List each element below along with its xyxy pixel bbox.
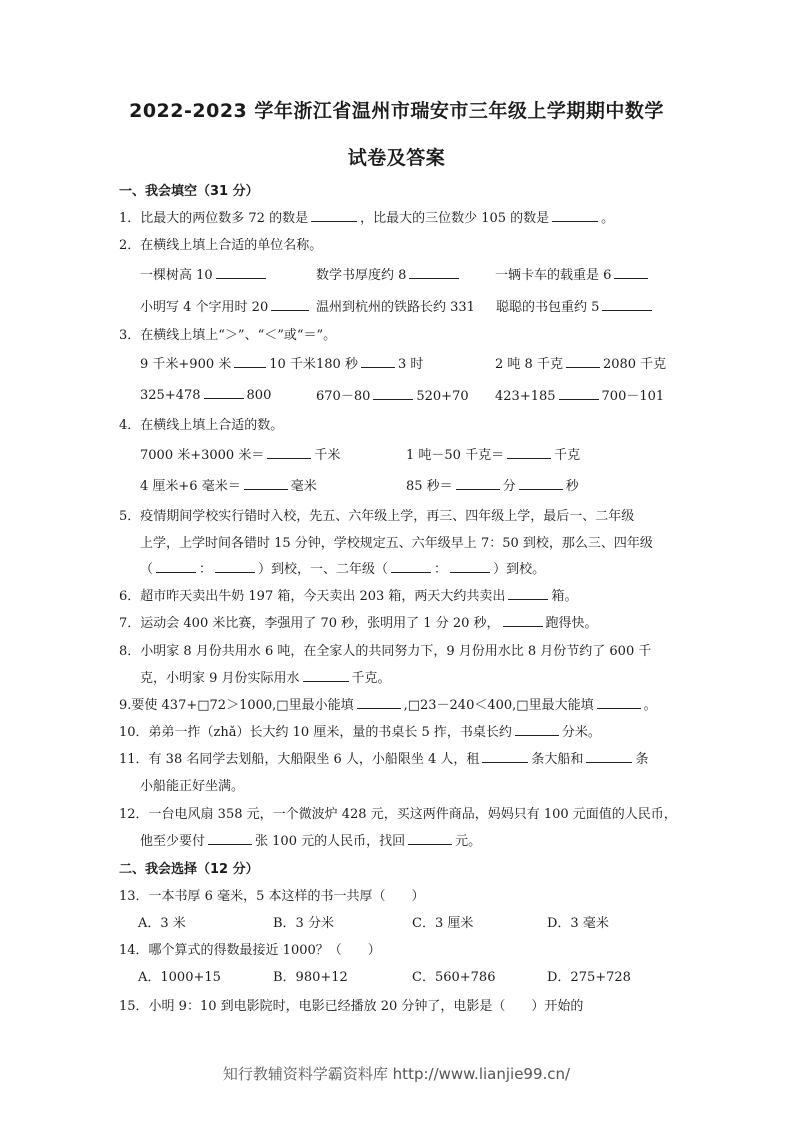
option-a[interactable]: A．1000+15 (138, 970, 221, 985)
question-2-item: 聪聪的书包重约 5 (496, 296, 655, 315)
answer-blank[interactable] (357, 695, 401, 709)
answer-blank[interactable] (597, 695, 641, 709)
question-13: 13．一本书厚 6 毫米，5 本这样的书一共厚（ ） (119, 889, 425, 904)
question-12-line-2: 他至少要付 张 100 元的人民币，找回 元。 (140, 830, 481, 849)
question-2-item: 一辆卡车的载重是 6 (495, 264, 651, 283)
answer-blank[interactable] (244, 476, 288, 490)
fill-item: 7000 米+3000 米＝ 千米 (140, 444, 340, 463)
answer-blank[interactable] (311, 208, 357, 222)
question-5-line-1: 5．疫情期间学校实行错时入校，先五、六年级上学，再三、四年级上学，最后一、二年级 (119, 509, 635, 524)
fill-item: 1 吨－50 千克＝ 千克 (406, 444, 580, 463)
answer-blank[interactable] (450, 559, 490, 573)
answer-blank[interactable] (602, 297, 652, 311)
question-2-item: 数学书厚度约 8 (316, 264, 462, 283)
answer-blank[interactable] (408, 831, 452, 845)
section-2-heading: 二、我会选择（12 分） (119, 862, 259, 877)
question-8-line-2: 克，小明家 9 月份实际用水 千克。 (140, 667, 391, 686)
question-5-line-3: （ ： ）到校，一、二年级（ ： ）到校。 (140, 558, 545, 577)
answer-blank[interactable] (482, 749, 528, 763)
answer-blank[interactable] (215, 559, 255, 573)
answer-blank[interactable] (234, 354, 266, 368)
question-2: 2．在横线上填上合适的单位名称。 (119, 238, 323, 253)
answer-blank[interactable] (204, 385, 244, 399)
answer-blank[interactable] (515, 722, 559, 736)
answer-blank[interactable] (361, 354, 395, 368)
question-11-line-2: 小船能正好坐满。 (140, 779, 245, 794)
question-2-item: 一棵树高 10 (140, 264, 269, 283)
question-1: 1．比最大的两位数多 72 的数是 ，比最大的三位数少 105 的数是 。 (119, 207, 614, 226)
question-6: 6．超市昨天卖出牛奶 197 箱，今天卖出 203 箱，两天大约共卖出 箱。 (119, 585, 577, 604)
answer-blank[interactable] (156, 559, 196, 573)
answer-blank[interactable] (216, 265, 266, 279)
answer-blank[interactable] (566, 354, 600, 368)
answer-blank[interactable] (507, 445, 551, 459)
title-line-2: 试卷及答案 (347, 147, 446, 169)
question-15: 15．小明 9：10 到电影院时，电影已经播放 20 分钟了，电影是（ ）开始的 (119, 999, 584, 1014)
fill-item: 85 秒＝ 分 秒 (406, 475, 579, 494)
question-14: 14．哪个算式的得数最接近 1000？（ ） (119, 943, 381, 958)
fill-item: 4 厘米+6 毫米＝ 毫米 (140, 475, 317, 494)
option-b[interactable]: B．980+12 (273, 970, 348, 985)
question-12-line-1: 12．一台电风扇 358 元，一个微波炉 428 元，买这两件商品，妈妈只有 100 元面值的人民币， (119, 807, 677, 822)
answer-blank[interactable] (373, 386, 413, 400)
footer-watermark: 知行教辅资料学霸资料库 http://www.lianjie99.cn/ (222, 1065, 571, 1083)
option-d[interactable]: D．275+728 (547, 970, 631, 985)
answer-blank[interactable] (559, 386, 599, 400)
option-c[interactable]: C．3 厘米 (412, 916, 474, 931)
question-2-item: 小明写 4 个字用时 20 (140, 296, 312, 315)
answer-blank[interactable] (586, 749, 632, 763)
compare-item: 2 吨 8 千克 2080 千克 (495, 353, 666, 372)
question-4: 4．在横线上填上合适的数。 (119, 418, 284, 433)
option-c[interactable]: C．560+786 (412, 970, 496, 985)
answer-blank[interactable] (267, 445, 311, 459)
question-2-item: 温州到杭州的铁路长约 331 (316, 300, 475, 315)
answer-blank[interactable] (271, 297, 309, 311)
compare-item: 325+478 800 (140, 385, 271, 403)
question-11-line-1: 11．有 38 名同学去划船，大船限坐 6 人，小船限坐 4 人，租 条大船和 条 (119, 748, 648, 767)
answer-blank[interactable] (208, 831, 252, 845)
answer-blank[interactable] (303, 668, 349, 682)
question-5-line-2: 上学，上学时间各错时 15 分钟，学校规定五、六年级早上 7：50 到校，那么三、四年级 (140, 536, 653, 551)
answer-blank[interactable] (503, 613, 543, 627)
compare-item: 423+185 700－101 (495, 385, 664, 404)
question-8-line-1: 8．小明家 8 月份共用水 6 吨，在全家人的共同努力下，9 月份用水比 8 月份节约了 600 千 (119, 644, 652, 659)
compare-item: 180 秒 3 时 (316, 353, 423, 372)
option-d[interactable]: D．3 毫米 (547, 916, 609, 931)
question-9: 9.要使 437+□72＞1000,□里最小能填 ,□23－240＜400,□里最大能填 。 (119, 694, 657, 713)
answer-blank[interactable] (456, 476, 500, 490)
compare-item: 9 千米+900 米 10 千米 (140, 353, 316, 372)
answer-blank[interactable] (552, 208, 598, 222)
answer-blank[interactable] (508, 586, 548, 600)
answer-blank[interactable] (614, 265, 648, 279)
option-b[interactable]: B．3 分米 (273, 916, 334, 931)
compare-item: 670－80 520+70 (316, 385, 469, 404)
section-1-heading: 一、我会填空（31 分） (119, 184, 259, 199)
answer-blank[interactable] (519, 476, 563, 490)
option-a[interactable]: A．3 米 (138, 916, 186, 931)
question-10: 10．弟弟一拃（zhǎ）长大约 10 厘米，量的书桌长 5 拃，书桌长约 分米。 (119, 721, 601, 740)
answer-blank[interactable] (391, 559, 431, 573)
title-line-1: 2022-2023 学年浙江省温州市瑞安市三年级上学期期中数学 (129, 100, 664, 122)
question-7: 7．运动会 400 米比赛，李强用了 70 秒，张明用了 1 分 20 秒， 跑得快。 (119, 612, 598, 631)
answer-blank[interactable] (409, 265, 459, 279)
question-3: 3．在横线上填上“＞”、“＜”或“＝”。 (119, 328, 337, 343)
